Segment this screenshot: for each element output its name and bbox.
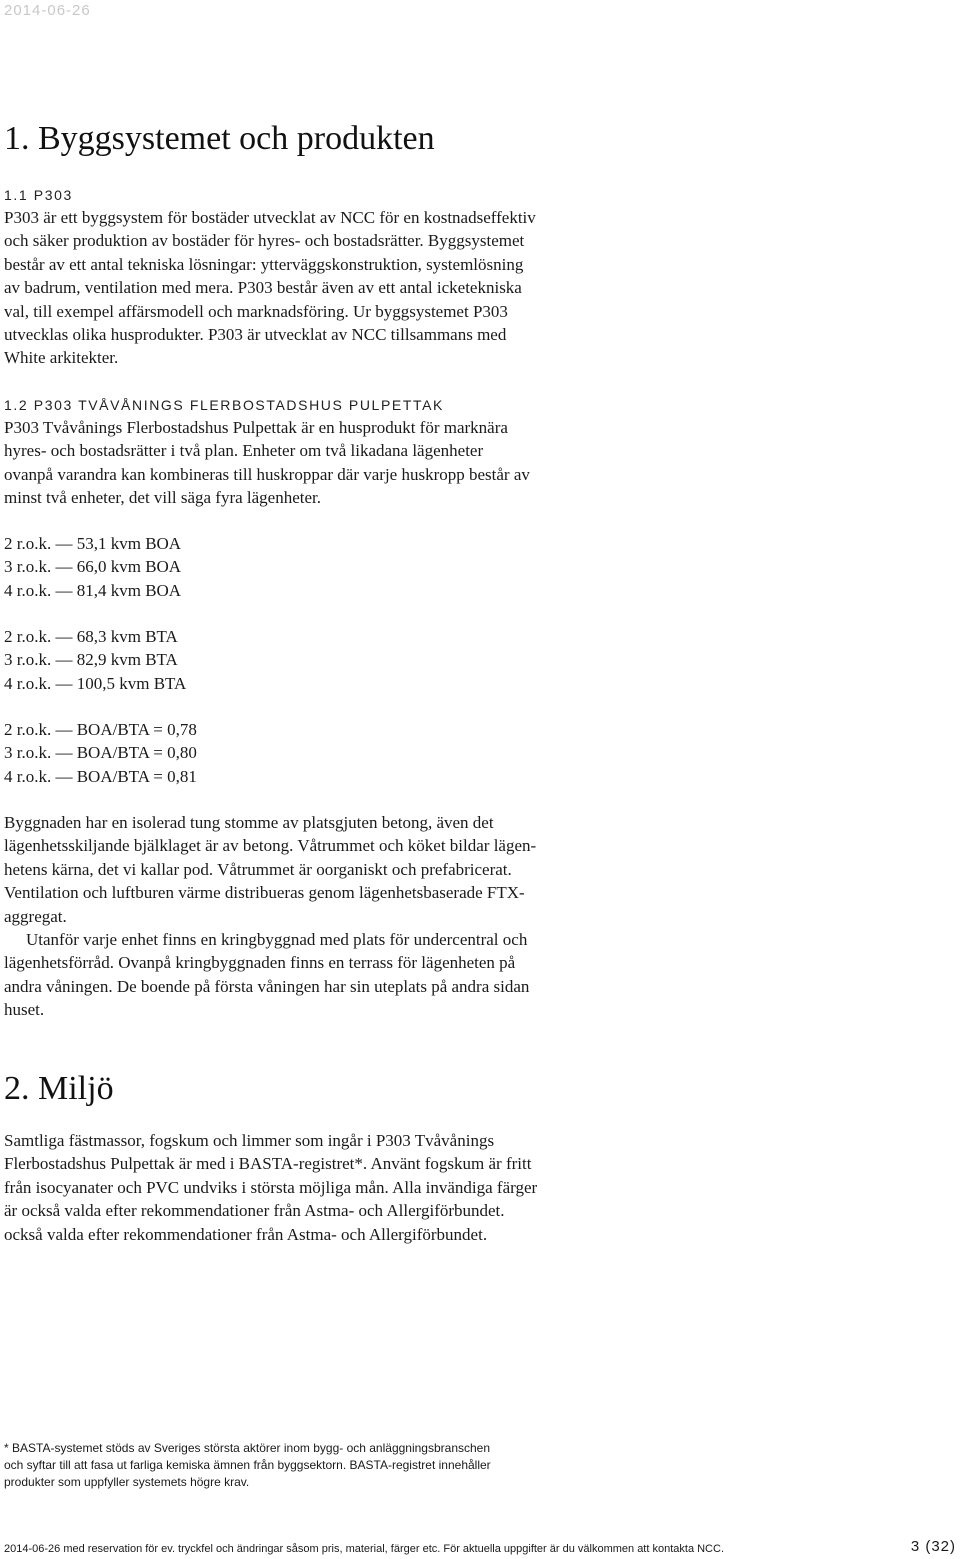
text-line: och säker produktion av bostäder för hyres- och bostadsrätter. Byggsystemet [4, 231, 525, 251]
list-item: 2 r.o.k. — 68,3 kvm BTA [4, 627, 178, 646]
text-line: P303 Tvåvånings Flerbostadshus Pulpettak är en husprodukt för marknära [4, 418, 508, 437]
list-item: 2 r.o.k. — BOA/BTA = 0,78 [4, 720, 197, 739]
header-date: 2014-06-26 [4, 2, 91, 19]
bta-list [4, 625, 186, 695]
list-item: 2 r.o.k. — 53,1 kvm BOA [4, 534, 182, 553]
text-line: andra våningen. De boende på första våningen har sin uteplats på andra sidan [4, 976, 530, 996]
text-line: produkter som uppfyller systemets högre krav. [4, 1475, 250, 1489]
text-line: och syftar till att fasa ut farliga kemiska ämnen från byggsektorn. BASTA-registret innehåller [4, 1458, 491, 1472]
text-line: Byggnaden har en isolerad tung stomme av platsgjuten betong, även det [4, 813, 494, 832]
text-line: Flerbostadshus Pulpettak är med i BASTA-registret*. Använt fogskum är fritt [4, 1154, 532, 1174]
subsection-1-1-heading: 1.1 P303 [4, 187, 73, 203]
text-line: utvecklas olika husprodukter. P303 är utvecklat av NCC tillsammans med [4, 325, 507, 345]
text-line: är också valda efter rekommendationer från Astma- och Allergiförbundet. [4, 1201, 505, 1221]
list-item: 4 r.o.k. — 81,4 kvm BOA [4, 580, 182, 600]
text-line: Samtliga fästmassor, fogskum och limmer som ingår i P303 Tvåvånings [4, 1131, 495, 1150]
text-line: lägenhetsskiljande bjälklaget är av betong. Våtrummet och köket bildar lägen- [4, 836, 537, 856]
text-line: hyres- och bostadsrätter i två plan. Enheter om två likadana lägenheter [4, 441, 484, 461]
subsection-1-2-heading: 1.2 P303 TVÅVÅNINGS FLERBOSTADSHUS PULPETTAK [4, 397, 444, 413]
text-line: ovanpå varandra kan kombineras till huskroppar där varje huskropp består av [4, 464, 530, 484]
text-line: av badrum, ventilation med mera. P303 består även av ett antal icketekniska [4, 278, 522, 298]
text-line: också valda efter rekommendationer från Astma- och Allergiförbundet. [4, 1224, 488, 1244]
section-2-title: 2. Miljö [4, 1070, 114, 1107]
list-item: 4 r.o.k. — BOA/BTA = 0,81 [4, 766, 197, 786]
text-line: * BASTA-systemet stöds av Sveriges största aktörer inom bygg- och anläggningsbranschen [4, 1441, 491, 1455]
text-line: P303 är ett byggsystem för bostäder utvecklat av NCC för en kostnadseffektiv [4, 208, 536, 227]
text-line: val, till exempel affärsmodell och marknadsföring. Ur byggsystemet P303 [4, 301, 508, 321]
list-item: 4 r.o.k. — 100,5 kvm BTA [4, 673, 187, 693]
text-line: aggregat. [4, 906, 67, 926]
boa-list [4, 532, 181, 602]
text-line: Utanför varje enhet finns en kringbyggnad med plats för undercentral och [26, 930, 528, 950]
text-line: från isocyanater och PVC undviks i största möjliga mån. Alla invändiga färger [4, 1177, 538, 1197]
construction-paragraph [4, 811, 536, 1022]
subsection-1-2-intro [4, 416, 530, 510]
text-line: minst två enheter, det vill säga fyra lägenheter. [4, 488, 322, 508]
text-line: White arkitekter. [4, 348, 119, 368]
footer-disclaimer: 2014-06-26 med reservation för ev. tryckfel och ändringar såsom pris, material, färger etc. För aktuella uppgifter är du välkommen att kontakta NCC. [4, 1543, 725, 1555]
section-1-title: 1. Byggsystemet och produkten [4, 120, 435, 157]
text-line: består av ett antal tekniska lösningar: ytterväggskonstruktion, systemlösning [4, 254, 524, 274]
environment-paragraph [4, 1129, 537, 1246]
list-item: 3 r.o.k. — 66,0 kvm BOA [4, 557, 182, 577]
text-line: Ventilation och luftburen värme distribueras genom lägenhetsbaserade FTX- [4, 883, 525, 903]
text-line: hetens kärna, det vi kallar pod. Våtrummet är oorganiskt och prefabricerat. [4, 859, 512, 879]
footnote [4, 1440, 491, 1491]
list-item: 3 r.o.k. — BOA/BTA = 0,80 [4, 743, 197, 763]
subsection-1-1-body [4, 206, 536, 370]
list-item: 3 r.o.k. — 82,9 kvm BTA [4, 650, 178, 670]
ratio-list [4, 718, 197, 788]
page-number: 3 (32) [910, 1538, 956, 1555]
text-line: lägenhetsförråd. Ovanpå kringbyggnaden finns en terrass för lägenheten på [4, 953, 516, 973]
text-line: huset. [4, 1000, 45, 1020]
